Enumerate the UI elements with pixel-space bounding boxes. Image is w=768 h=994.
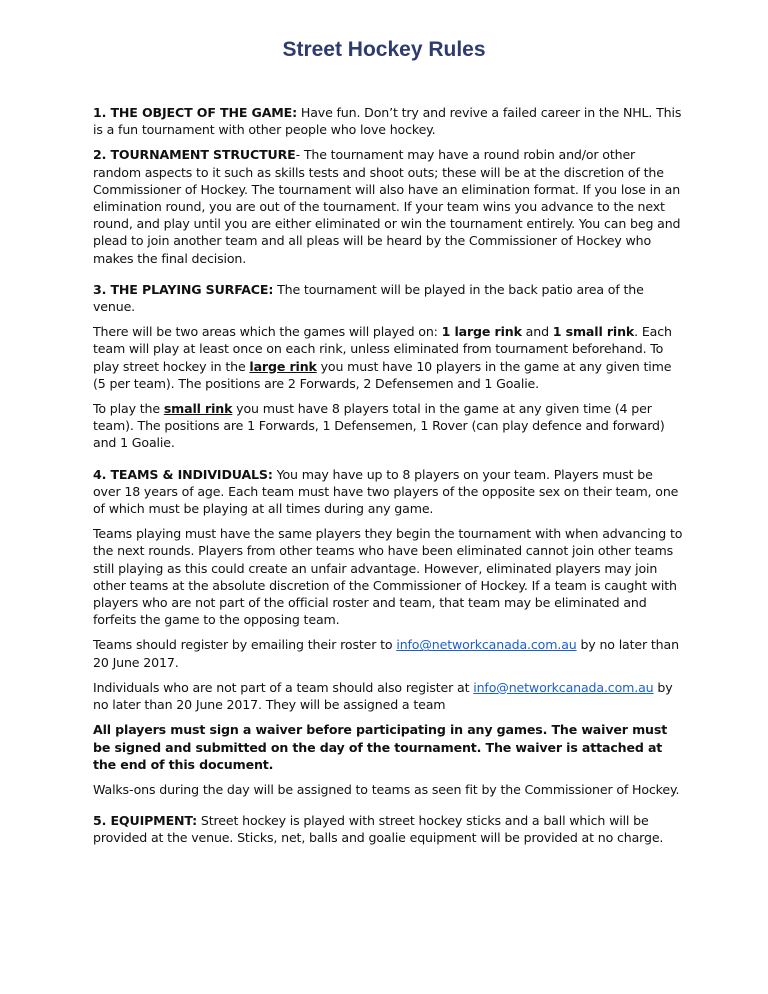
- section-text: Have fun. Don’t try and revive a failed career in the NHL. This is a fun tournament with other people who love hockey.: [93, 105, 682, 138]
- text-run: To play the: [93, 401, 164, 417]
- section-heading: 2. TOURNAMENT STRUCTURE: [93, 147, 296, 163]
- section-text: You may have up to 8 players on your team. Players must be over 18 years of age. Each team must have two players of the opposite sex on their team, one of which must be playing at all times during any game.: [93, 466, 679, 517]
- section-structure: [93, 146, 683, 266]
- text-run: by no later than 20 June 2017.: [93, 637, 679, 670]
- paragraph-rinks: [93, 323, 683, 392]
- section-teams: [93, 466, 683, 518]
- section-text: - The tournament may have a round robin and/or other random aspects to it such as skills tests and shoot outs; these will be at the discretion of the Commissioner of Hockey. The tournament will also have an elimination format. If you lose in an elimination round, you are out of the tournament. If your team wins you advance to the next round, and play until you are either eliminated or win the tournament entirely. You can beg and plead to join another team and all pleas will be heard by the Commissioner of Hockey who makes the final decision.: [93, 147, 681, 266]
- paragraph-teams-advancing: Teams playing must have the same players they begin the tournament with when advancing to the next rounds. Players from other teams who have been eliminated cannot join other teams still playing as this could create an unfair advantage. However, eliminated players may join other teams at the absolute discretion of the Commissioner of Hockey. If a team is caught with players who are not part of the official roster and team, that team may be eliminated and forfeits the game to the opposing team.: [93, 526, 683, 628]
- waiver-notice: All players must sign a waiver before participating in any games. The waiver must be signed and submitted on the day of the tournament. The waiver is attached at the end of this document.: [93, 722, 668, 772]
- email-link[interactable]: info@networkcanada.com.au: [473, 679, 654, 695]
- small-rink-underlined: small rink: [163, 401, 233, 417]
- section-heading: 5. EQUIPMENT:: [93, 813, 198, 829]
- email-link[interactable]: info@networkcanada.com.au: [396, 637, 577, 653]
- paragraph-walk-ons: Walks-ons during the day will be assigned to teams as seen fit by the Commissioner of Hockey.: [93, 781, 680, 797]
- section-text: Street hockey is played with street hockey sticks and a ball which will be provided at the venue. Sticks, net, balls and goalie equipment will be provided at no charge.: [93, 813, 664, 846]
- text-run: Teams should register by emailing their roster to: [93, 637, 397, 653]
- document-body: [93, 104, 683, 855]
- large-rink-underlined: large rink: [249, 358, 317, 374]
- paragraph-individual-register: [93, 679, 683, 713]
- paragraph-small-rink: [93, 400, 683, 452]
- text-run: you must have 10 players in the game at any given time (5 per team). The positions are 2 Forwards, 2 Defensemen and 1 Goalie.: [93, 358, 672, 391]
- large-rink-emphasis: 1 large rink: [441, 324, 522, 340]
- paragraph-team-register: [93, 636, 683, 670]
- text-run: . Each team will play at least once on each rink, unless eliminated from tournament beforehand. To play street hockey in the: [93, 324, 672, 374]
- section-heading: 1. THE OBJECT OF THE GAME:: [93, 105, 298, 120]
- section-equipment: [93, 812, 683, 846]
- text-run: There will be two areas which the games will played on:: [93, 324, 442, 340]
- small-rink-emphasis: 1 small rink: [552, 324, 635, 340]
- section-text: The tournament will be played in the back patio area of the venue.: [93, 281, 644, 315]
- text-run: by no later than 20 June 2017. They will be assigned a team: [93, 679, 673, 713]
- text-run: you must have 8 players total in the game at any given time (4 per team). The positions are 1 Forwards, 1 Defensemen, 1 Rover (can play defence and forward) and 1 Goalie.: [93, 401, 665, 451]
- text-run: Individuals who are not part of a team should also register at: [93, 679, 474, 695]
- paragraph-waiver: [93, 721, 683, 773]
- text-run: and: [521, 324, 553, 340]
- section-heading: 4. TEAMS & INDIVIDUALS:: [93, 466, 273, 482]
- section-surface: [93, 281, 683, 315]
- section-heading: 3. THE PLAYING SURFACE:: [93, 281, 274, 297]
- section-object: [93, 104, 683, 138]
- page-title: Street Hockey Rules: [282, 38, 486, 61]
